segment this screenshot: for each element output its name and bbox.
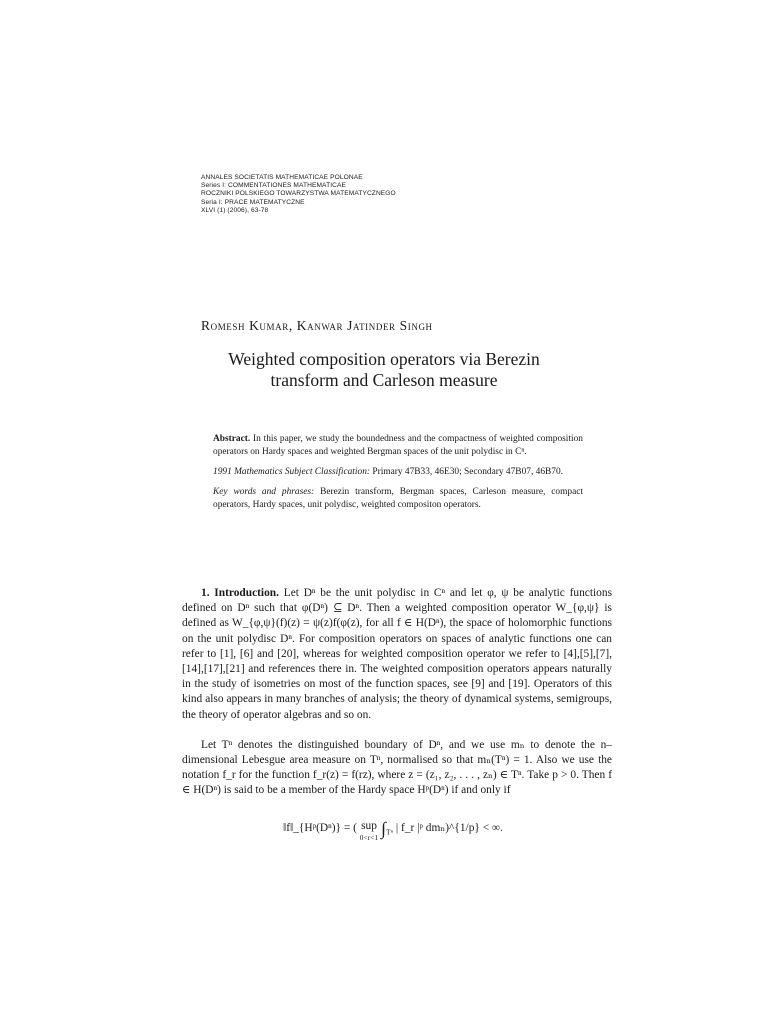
formula-integral-sign: ∫ xyxy=(381,818,387,839)
formula-sup-word: sup xyxy=(361,820,377,832)
abstract-paragraph xyxy=(213,433,583,459)
section-heading: 1. Introduction. xyxy=(201,587,279,599)
msc-label: 1991 Mathematics Subject Classification: xyxy=(213,467,371,477)
msc-paragraph xyxy=(213,466,583,479)
intro-paragraph-1-text: Let Dⁿ be the unit polydisc in Cⁿ and let φ, ψ be analytic functions defined on Dⁿ such that φ(Dⁿ) ⊆ Dⁿ. Then a weighted composition operator W_{φ,ψ} is defined as W_{φ,ψ}(f)(z) = ψ(z)f(φ(z), for all f ∈ H(Dⁿ), the space of holomorphic functions on the unit polydisc Dⁿ. For composition operators on spaces of analytic functions one can refer to [1], [6] and [20], whereas for weighted composition operator we refer to [4],[5],[7],[14],[17],[21] and references there in. The weighted composition operators appears naturally in the study of isometries on most of the function spaces, see [9] and [19]. Operators of this kind also appears in many branches of analysis; the theory of dynamical systems, semigroups, the theory of operator algebras and so on. xyxy=(182,587,613,721)
formula-integrand: | f_r |ᵖ dmₙ)^{1/p} < ∞. xyxy=(395,822,503,834)
paper-title xyxy=(200,349,568,391)
formula-integral-domain: Tⁿ xyxy=(386,827,393,837)
journal-header-line: ROCZNIKI POLSKIEGO TOWARZYSTWA MATEMATYCZNEGO xyxy=(201,190,396,198)
intro-paragraph-2: Let Tⁿ denotes the distinguished boundary of Dⁿ, and we use mₙ to denote the n–dimensional Lebesgue area measure on Tⁿ, normalised so that mₙ(Tⁿ) = 1. Also we use the notation f_r for the function f_r(z) = f(rz), where z = (z₁, z₂, . . . , zₙ) ∈ Tⁿ. Take p > 0. Then f ∈ H(Dⁿ) is said to be a member of the Hardy space Hᵖ(Dⁿ) if and only if xyxy=(182,738,612,797)
formula-sup xyxy=(360,820,378,844)
journal-header-line: ANNALES SOCIETATIS MATHEMATICAE POLONAE xyxy=(201,174,363,181)
authors: Romesh Kumar, Kanwar Jatinder Singh xyxy=(201,318,433,333)
hardy-norm-formula xyxy=(283,820,503,844)
abstract-text: In this paper, we study the boundedness and the compactness of weighted composition operators on Hardy spaces and weighted Bergman spaces of the unit polydisc in Cⁿ. xyxy=(213,434,583,457)
introduction-section xyxy=(182,586,612,799)
formula-lhs: ‖f‖_{Hᵖ(Dⁿ)} = ( xyxy=(283,822,357,834)
keywords-label: Key words and phrases: xyxy=(213,487,315,497)
journal-volume-line: XLVI (1) (2006), 63-78 xyxy=(201,206,269,214)
keywords-text: Berezin transform, Bergman spaces, Carleson measure, compact operators, Hardy spaces, unit polydisc, weighted compositon operators. xyxy=(213,487,583,510)
abstract-section xyxy=(213,433,583,519)
title-line-1: Weighted composition operators via Berezin xyxy=(228,349,540,369)
journal-header-line: Series I: COMMENTATIONES MATHEMATICAE xyxy=(201,182,346,190)
msc-text: Primary 47B33, 46E30; Secondary 47B07, 46B70. xyxy=(372,467,563,477)
abstract-label: Abstract. xyxy=(213,434,251,444)
intro-paragraph-1 xyxy=(182,586,612,723)
formula-sup-range: 0<r<1 xyxy=(359,833,379,842)
journal-header xyxy=(201,174,521,215)
keywords-paragraph xyxy=(213,486,583,512)
journal-header-line: Seria I: PRACE MATEMATYCZNE xyxy=(201,198,305,206)
title-line-2: transform and Carleson measure xyxy=(270,370,498,390)
